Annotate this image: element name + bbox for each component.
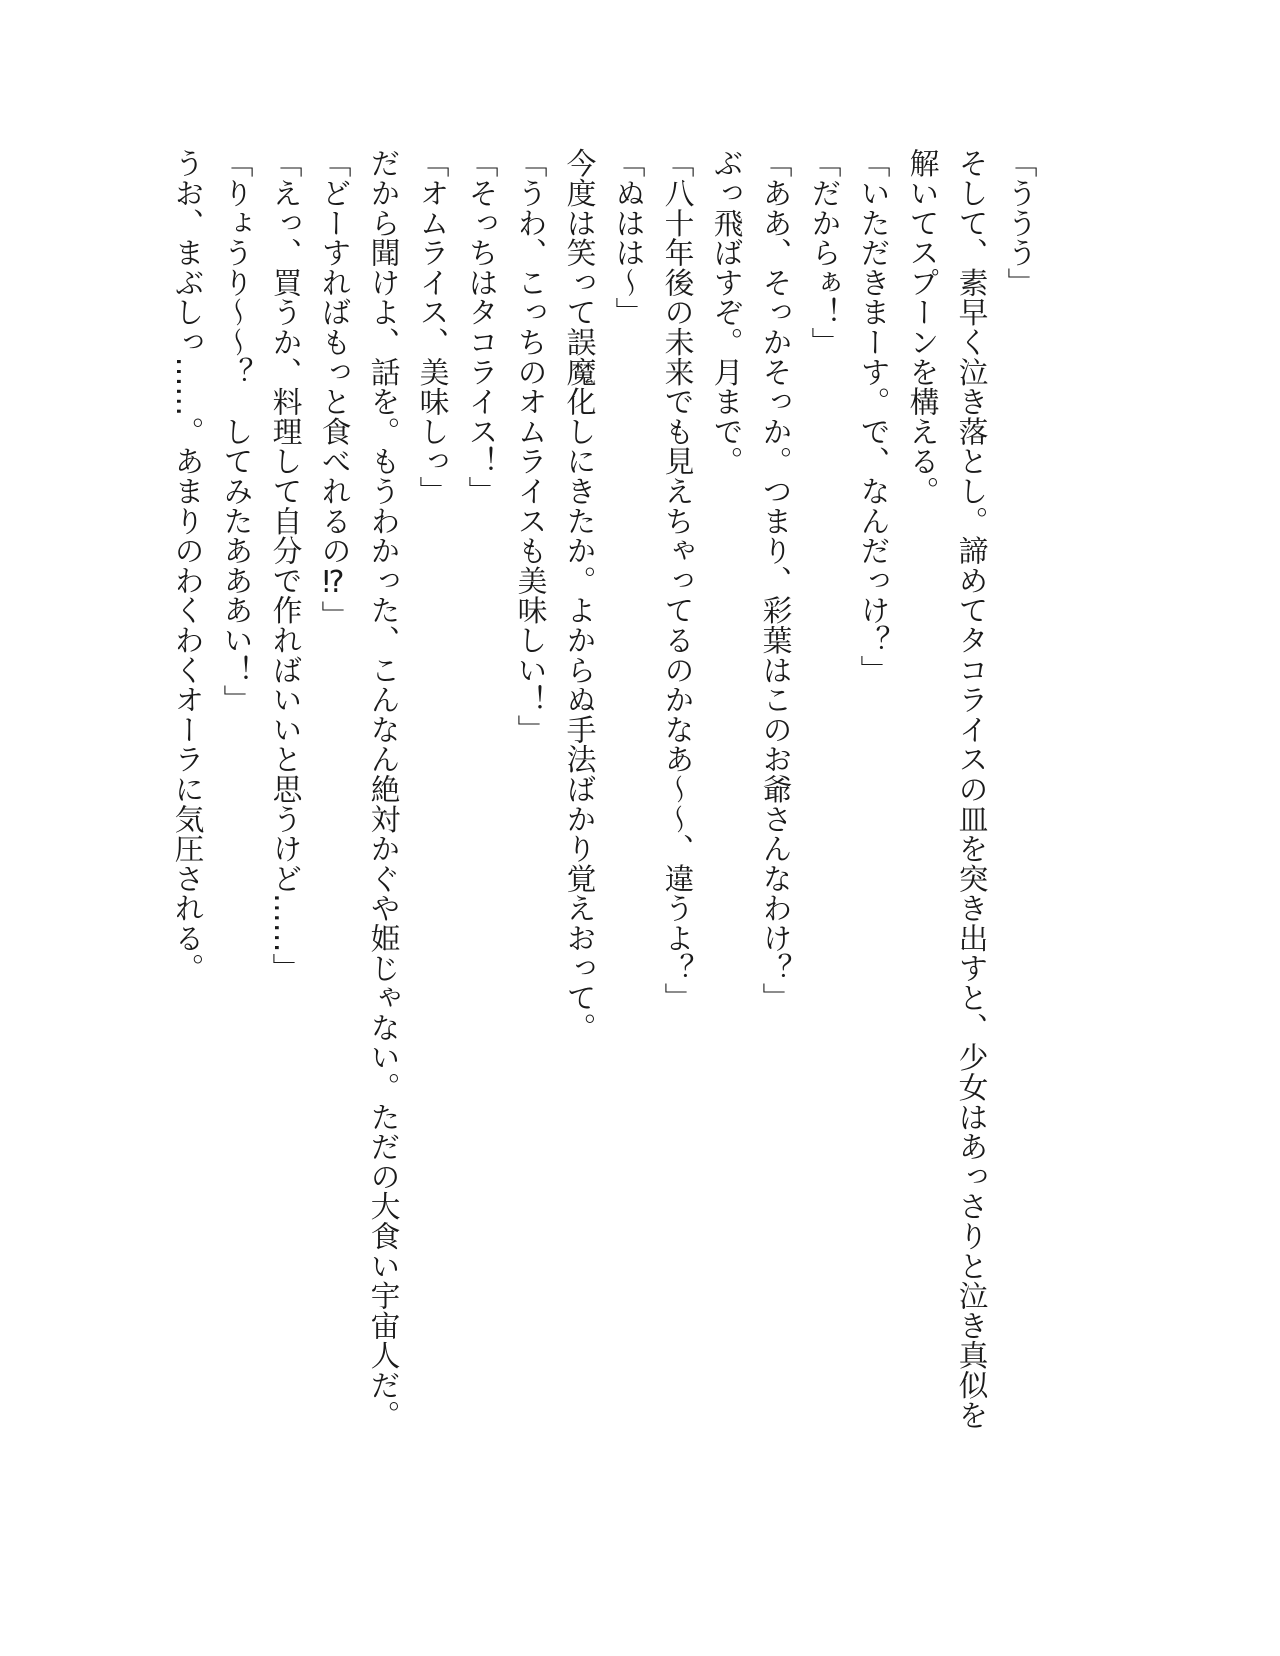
- text-line: 「いただきまーす。で、なんだっけ？」: [855, 148, 890, 685]
- text-line: うお、まぶしっ……。あまりのわくわくオーラに気圧される。: [169, 148, 204, 983]
- text-line: 「りょうり〜〜？ してみたあああい！」: [218, 148, 253, 715]
- text-line: 「オムライス、美味しっ」: [414, 148, 449, 506]
- text-line: そして、素早く泣き落とし。諦めてタコライスの皿を突き出すと、少女はあっさりと泣き真似を: [953, 148, 988, 1430]
- text-line: 今度は笑って誤魔化しにきたか。よからぬ手法ばかり覚えおって。: [561, 148, 596, 1042]
- text-line: 「ぬはは〜」: [610, 148, 645, 327]
- text-line: だから聞けよ、話を。もうわかった、こんなん絶対かぐや姫じゃない。ただの大食い宇宙人だ。: [365, 148, 400, 1430]
- text-line: 「だからぁ！」: [806, 148, 841, 357]
- text-line: 「えっ、買うか、料理して自分で作ればいいと思うけど……」: [267, 148, 302, 983]
- text-line: 「八十年後の未来でも見えちゃってるのかなあ〜〜、違うよ？」: [659, 148, 694, 1013]
- text-line: ぶっ飛ばすぞ。月まで。: [708, 148, 743, 476]
- novel-page-text: [162, 148, 1044, 1468]
- text-line: 「そっちはタコライス！」: [463, 148, 498, 506]
- text-line: 「ああ、そっかそっか。つまり、彩葉はこのお爺さんなわけ？」: [757, 148, 792, 1013]
- text-line: 解いてスプーンを構える。: [904, 148, 939, 506]
- text-line: 「ううう」: [1002, 148, 1037, 297]
- text-line: 「どーすればもっと食べれるの⁉」: [316, 148, 351, 630]
- text-line: 「うわ、こっちのオムライスも美味しい！」: [512, 148, 547, 744]
